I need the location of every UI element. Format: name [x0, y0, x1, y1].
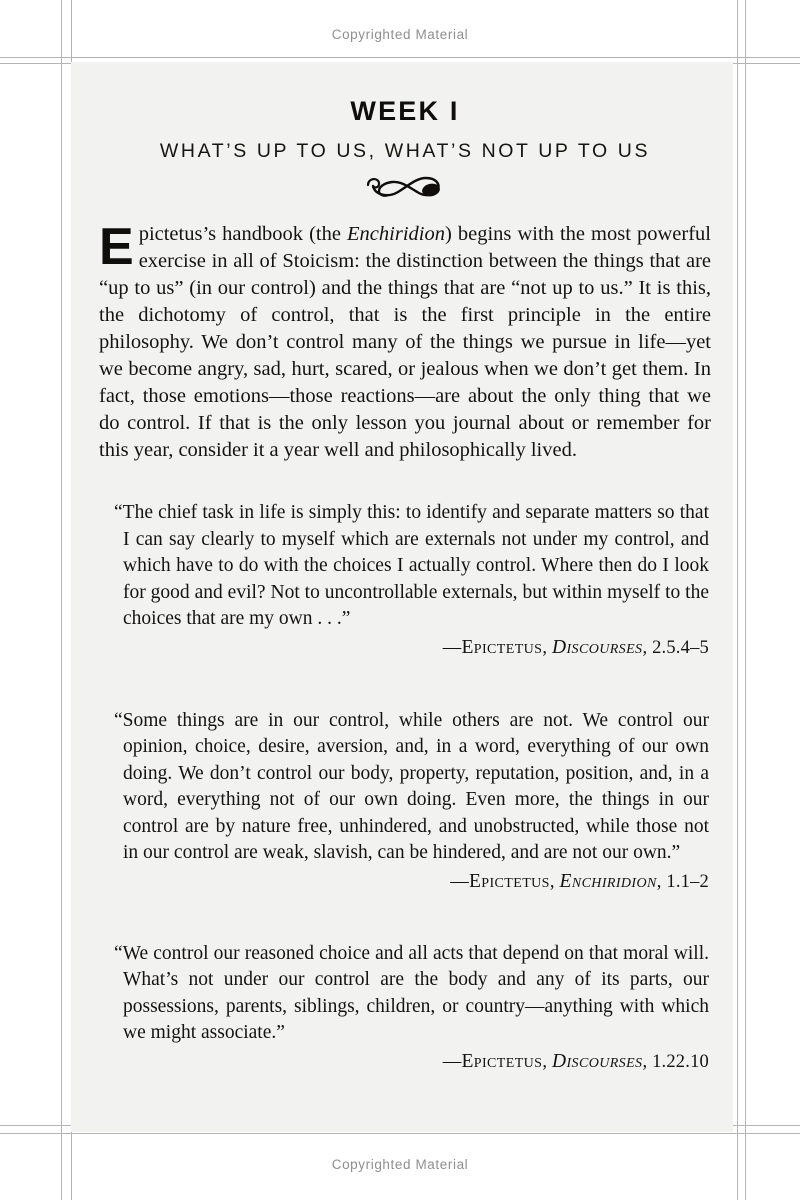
attribution-dash: —	[442, 1051, 462, 1072]
crop-mark-horizontal-top-outer	[0, 57, 800, 58]
drop-cap: E	[99, 218, 134, 276]
crop-mark-horizontal-bottom-outer	[0, 1133, 800, 1134]
attribution-work: Discourses	[552, 1050, 643, 1072]
attribution-separator: ,	[549, 871, 560, 892]
quote-attribution	[123, 633, 709, 661]
quote-text: “We control our reasoned choice and all acts that depend on that moral will. What’s not under our control are the body and any of its parts, our possessions, parents, siblings, children, or country—anything with which we might associate.”	[114, 942, 709, 1043]
attribution-separator: ,	[542, 637, 553, 658]
attribution-author: Epictetus	[469, 870, 550, 892]
page-content	[99, 62, 711, 1075]
swash-ornament-icon	[99, 163, 711, 207]
copyright-notice-top: Copyrighted Material	[331, 27, 469, 42]
crop-mark-vertical-right-outer	[745, 0, 746, 1200]
crop-mark-vertical-right-inner	[737, 0, 738, 1200]
intro-paragraph	[99, 207, 711, 464]
attribution-dash: —	[450, 871, 469, 892]
attribution-separator: ,	[542, 1051, 553, 1072]
crop-mark-vertical-left-outer	[61, 0, 62, 1200]
attribution-citation: , 1.1–2	[656, 871, 709, 892]
attribution-dash: —	[442, 637, 462, 658]
copyright-notice-bottom: Copyrighted Material	[331, 1157, 469, 1172]
quote-text: “The chief task in life is simply this: to identify and separate matters so that I can say clearly to myself which are externals not under my control, and which have to do with the choices I actually control. Where then do I look for good and evil? Not to uncontrollable externals, but within myself to the choices that are my own . . .”	[114, 502, 709, 629]
attribution-citation: , 1.22.10	[642, 1051, 709, 1072]
quote-text: “Some things are in our control, while others are not. We control our opinion, choice, desire, aversion, and, in a word, everything of our own doing. We don’t control our body, property, reputation, position, and, in a word, everything not of our own doing. Even more, the things in our control are by nature free, unhindered, and unobstructed, while those not in our control are weak, slavish, can be hindered, and are not our own.”	[114, 709, 709, 863]
quote-attribution	[123, 1047, 709, 1075]
intro-text-body: ) begins with the most powerful exercise in all of Stoicism: the distinction between the things that are “up to us” (in our control) and the things that are “not up to us.” It is this, the dichotomy of control, that is the first principle in the entire philosophy. We don’t control many of the things we pursue in life—yet we become angry, sad, hurt, scared, or jealous when we don’t get them. In fact, those emotions—those reactions—are about the only thing that we do control. If that is the only lesson you journal about or remember for this year, consider it a year well and philosophically lived.	[99, 223, 711, 461]
attribution-citation: , 2.5.4–5	[642, 637, 709, 658]
quote-attribution	[123, 867, 709, 895]
attribution-work: Discourses	[552, 636, 643, 658]
intro-italic-title: Enchiridion	[347, 223, 445, 245]
week-subtitle: WHAT’S UP TO US, WHAT’S NOT UP TO US	[159, 140, 651, 162]
attribution-author: Epictetus	[461, 1050, 543, 1072]
intro-text-lead: pictetus’s handbook (the	[138, 223, 348, 245]
quote-block	[99, 661, 711, 895]
attribution-author: Epictetus	[461, 636, 543, 658]
quote-block	[99, 464, 711, 661]
week-title: WEEK I	[350, 96, 460, 126]
quote-block	[99, 895, 711, 1075]
attribution-work: Enchiridion	[559, 870, 657, 892]
